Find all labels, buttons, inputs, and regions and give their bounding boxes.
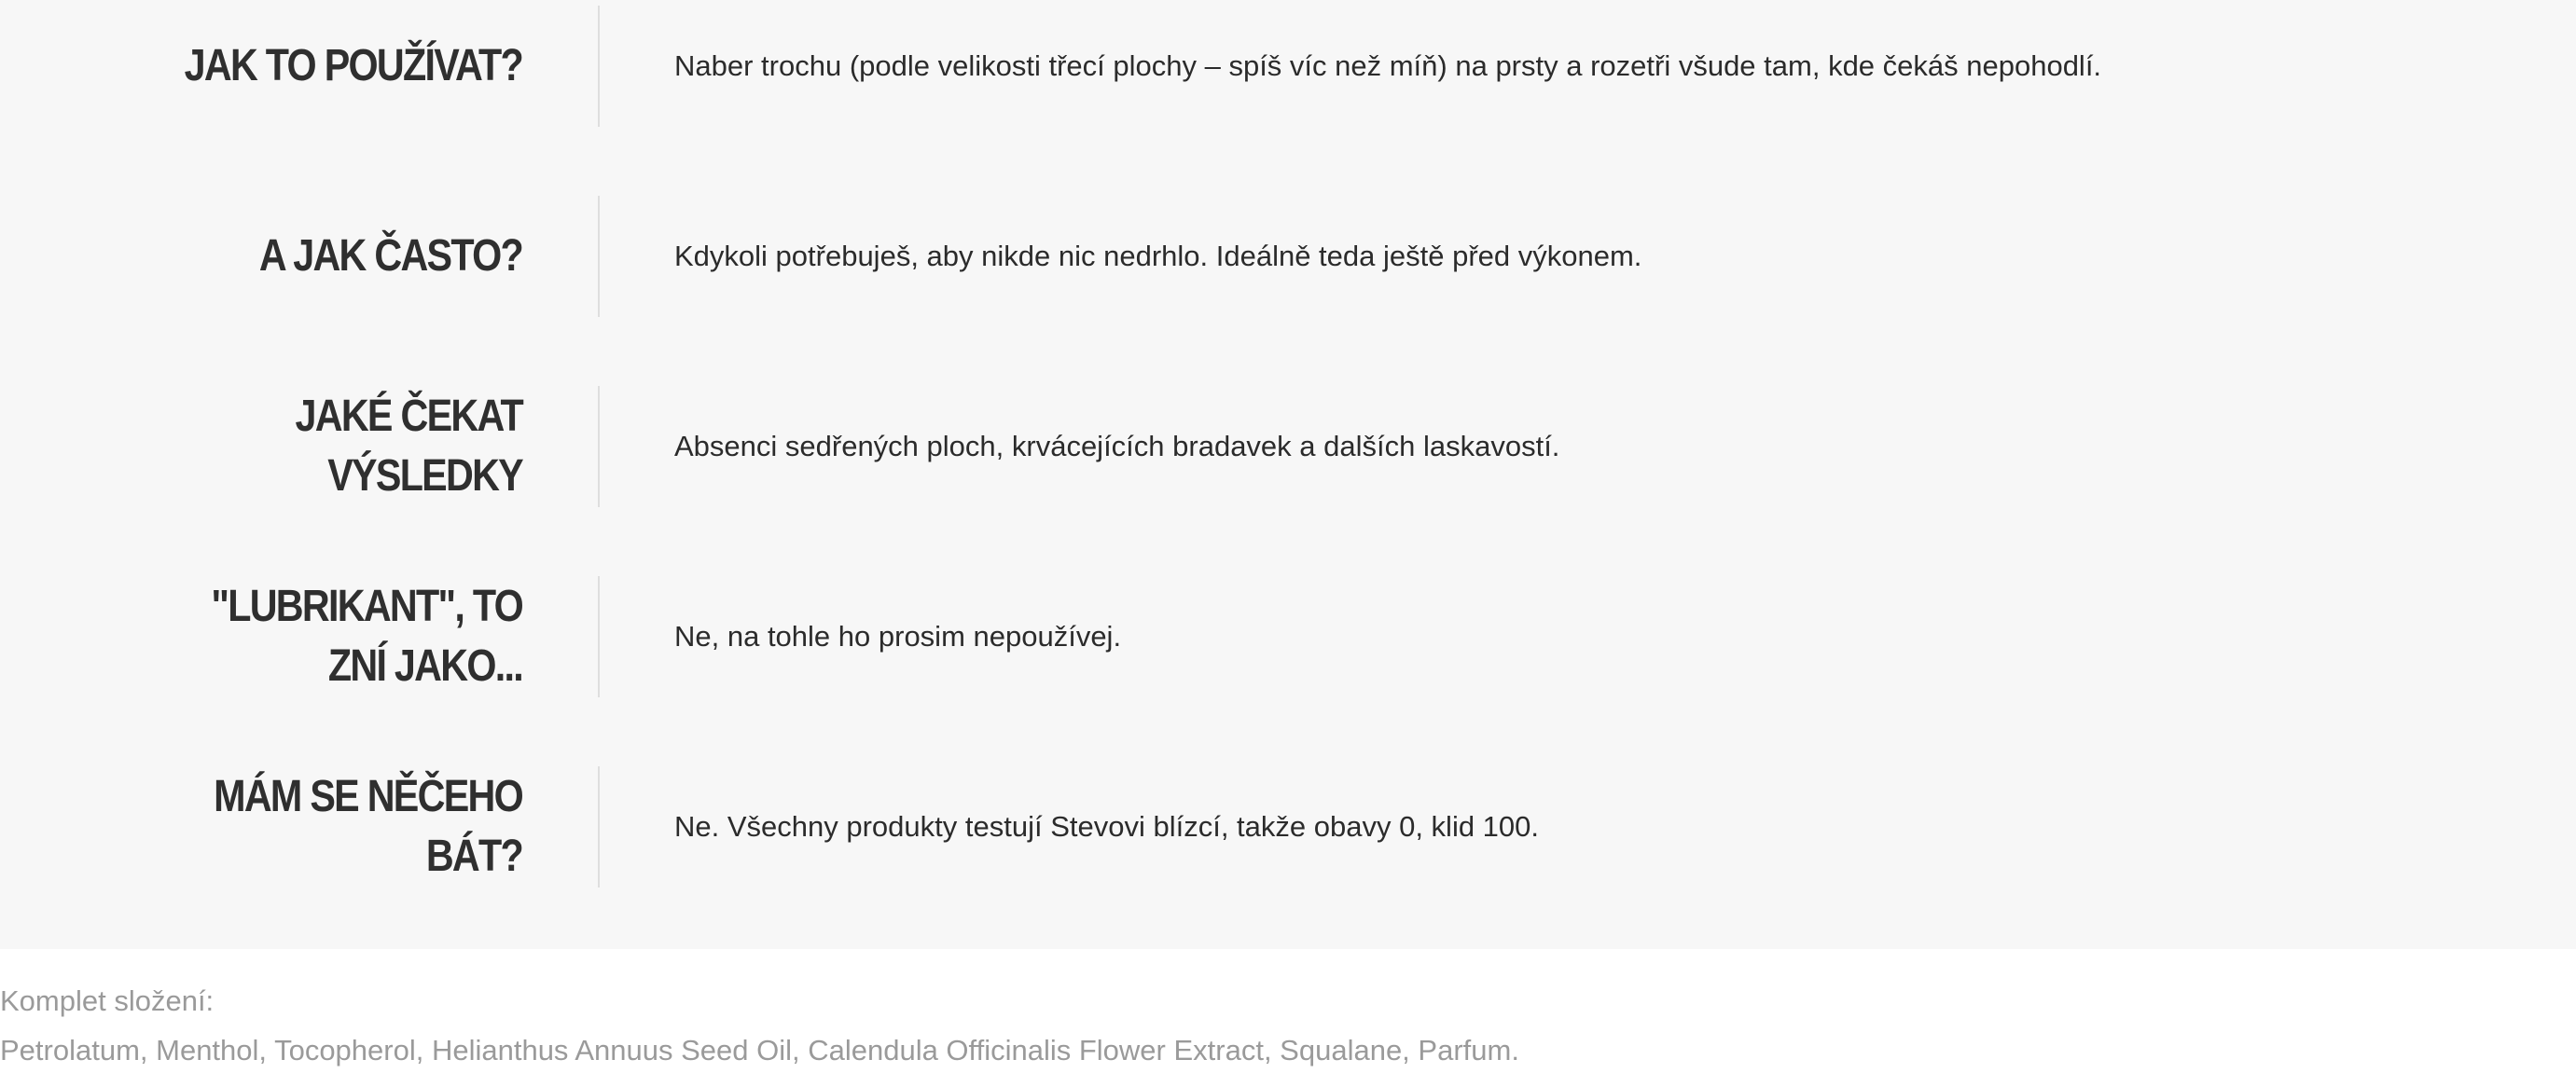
faq-divider bbox=[598, 6, 600, 127]
faq-row-results bbox=[0, 386, 2576, 507]
faq-divider bbox=[598, 386, 600, 507]
faq-answer: Ne, na tohle ho prosim nepoužívej. bbox=[674, 620, 1122, 653]
faq-question: JAK TO POUŽÍVAT? bbox=[184, 41, 523, 90]
faq-row-how-often bbox=[0, 196, 2576, 317]
faq-question: MÁM SE NĚČEHO BÁT? bbox=[214, 772, 522, 881]
faq-answer: Ne. Všechny produkty testují Stevovi blízcí, takže obavy 0, klid 100. bbox=[674, 810, 1540, 843]
faq-answer: Absenci sedřených ploch, krvácejících bradavek a dalších laskavostí. bbox=[674, 430, 1560, 462]
composition-ingredients: Petrolatum, Menthol, Tocopherol, Helianthus Annuus Seed Oil, Calendula Officinalis Flower Extract, Squalane, Parfum. bbox=[0, 1034, 1519, 1066]
faq-row-lubricant bbox=[0, 576, 2576, 697]
faq-question: JAKÉ ČEKAT VÝSLEDKY bbox=[295, 392, 522, 501]
faq-answer: Kdykoli potřebuješ, aby nikde nic nedrhlo. Ideálně teda ještě před výkonem. bbox=[674, 240, 1642, 272]
faq-question: "LUBRIKANT", TO ZNÍ JAKO... bbox=[211, 582, 522, 691]
faq-answer: Naber trochu (podle velikosti třecí plochy – spíš víc než míň) na prsty a rozetři všude tam, kde čekáš nepohodlí. bbox=[674, 49, 2102, 82]
faq-question: A JAK ČASTO? bbox=[258, 231, 522, 281]
faq-divider bbox=[598, 576, 600, 697]
composition-label: Komplet složení: bbox=[0, 984, 215, 1017]
faq-divider bbox=[598, 766, 600, 887]
faq-divider bbox=[598, 196, 600, 317]
faq-row-safety bbox=[0, 766, 2576, 887]
composition-section bbox=[0, 949, 2576, 1087]
faq-row-how-to-use bbox=[0, 6, 2576, 127]
